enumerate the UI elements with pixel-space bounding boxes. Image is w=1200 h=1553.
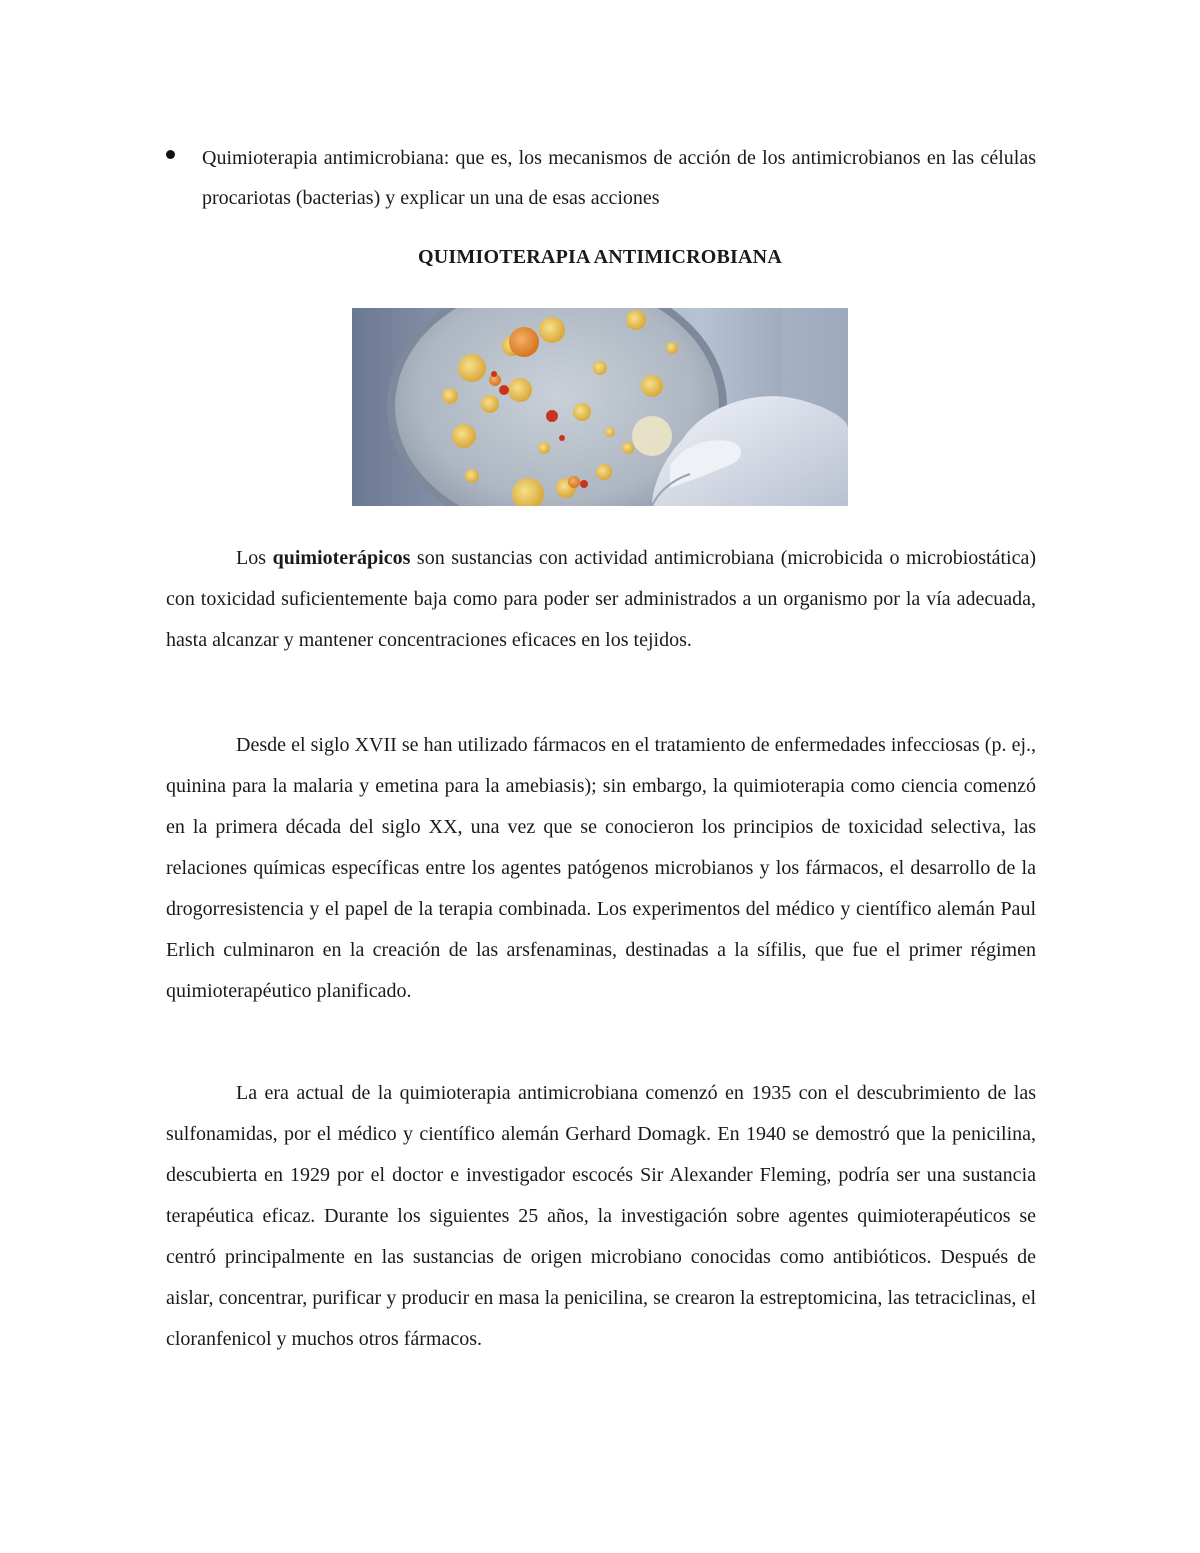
petri-dish-image	[352, 308, 848, 506]
bullet-list-item	[166, 138, 1036, 218]
paragraph-1-bold-term: quimioterápicos	[272, 547, 411, 569]
bullet-text: Quimioterapia antimicrobiana: que es, los mecanismos de acción de los antimicrobianos en las células procariotas (bacterias) y explicar un una de esas acciones	[202, 147, 1036, 209]
bullet-dot-icon	[166, 150, 175, 159]
paragraph-1-rest: son sustancias con actividad antimicrobiana (microbicida o microbiostática) con toxicidad suficientemente baja como para poder ser administrados a un organismo por la vía adecuada, hasta alcanzar y mantener concentraciones eficaces en los tejidos.	[166, 547, 1037, 651]
paragraph-1-lead: Los	[236, 547, 273, 569]
paragraph-2: Desde el siglo XVII se han utilizado fármacos en el tratamiento de enfermedades infecciosas (p. ej., quinina para la malaria y emetina para la amebiasis); sin embargo, la quimioterapia como ciencia comenzó en la primera década del siglo XX, una vez que se conocieron los principios de toxicidad selectiva, las relaciones químicas específicas entre los agentes patógenos microbianos y los fármacos, el desarrollo de la drogorresistencia y el papel de la terapia combinada. Los experimentos del médico y científico alemán Paul Erlich culminaron en la creación de las arsfenaminas, destinadas a la sífilis, que fue el primer régimen quimioterapéutico planificado.	[166, 734, 1036, 1002]
paragraph-3: La era actual de la quimioterapia antimicrobiana comenzó en 1935 con el descubrimiento de las sulfonamidas, por el médico y científico alemán Gerhard Domagk. En 1940 se demostró que la penicilina, descubierta en 1929 por el doctor e investigador escocés Sir Alexander Fleming, podría ser una sustancia terapéutica eficaz. Durante los siguientes 25 años, la investigación sobre agentes quimioterapéuticos se centró principalmente en las sustancias de origen microbiano conocidas como antibióticos. Después de aislar, concentrar, purificar y producir en masa la penicilina, se crearon la estreptomicina, las tetraciclinas, el cloranfenicol y muchos otros fármacos.	[166, 1082, 1036, 1350]
page-title: QUIMIOTERAPIA ANTIMICROBIANA	[418, 246, 782, 268]
paragraph-1	[166, 538, 1036, 661]
